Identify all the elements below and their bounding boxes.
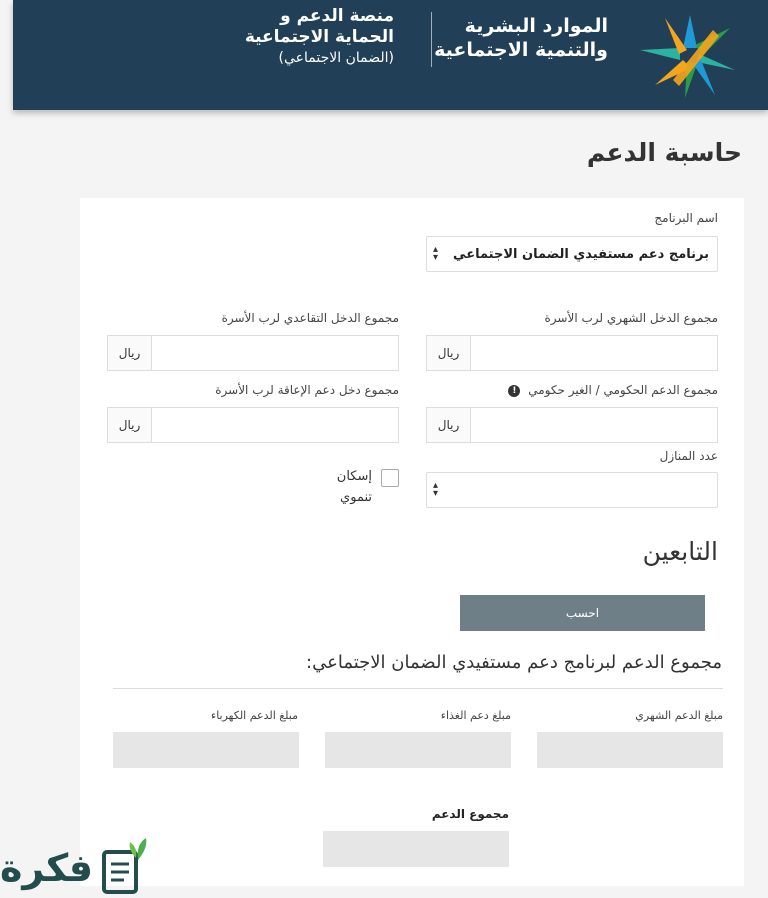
retirement-income-input[interactable] <box>152 336 398 370</box>
platform-name-line1: منصة الدعم و <box>280 6 394 26</box>
disability-income-field[interactable] <box>107 407 399 443</box>
houses-select[interactable] <box>426 472 718 508</box>
book-leaf-icon <box>100 838 150 896</box>
platform-name-line2: الحماية الاجتماعية <box>244 27 394 47</box>
select-arrows-icon: ▴ ▾ <box>433 244 439 263</box>
hrsd-name <box>434 14 608 62</box>
watermark-logo <box>0 836 160 898</box>
total-support-label: مجموع الدعم <box>431 807 509 821</box>
electricity-support-value <box>113 732 299 768</box>
currency-addon: ريال <box>427 408 471 442</box>
dev-housing-label-line1: إسكان <box>336 469 372 484</box>
select-arrows-icon: ▴ ▾ <box>433 480 439 499</box>
header-divider <box>431 12 432 67</box>
electricity-support-label: مبلغ الدعم الكهرباء <box>211 709 298 722</box>
platform-name-line3: (الضمان الاجتماعي) <box>278 50 394 66</box>
monthly-income-field[interactable] <box>426 335 718 371</box>
program-select-value: برنامج دعم مستفيدي الضمان الاجتماعي <box>453 247 709 262</box>
monthly-support-value <box>537 732 723 768</box>
food-support-value <box>325 732 511 768</box>
gov-support-label-row <box>508 383 718 397</box>
currency-addon: ريال <box>108 336 152 370</box>
dependents-title: التابعين <box>642 537 718 566</box>
program-select[interactable] <box>426 236 718 272</box>
total-support-value <box>323 831 509 867</box>
platform-name <box>245 6 394 69</box>
results-title: مجموع الدعم لبرنامج دعم مستفيدي الضمان الاجتماعي: <box>306 652 722 673</box>
site-header <box>13 0 768 110</box>
info-icon[interactable]: ! <box>508 385 520 397</box>
dev-housing-label <box>330 466 372 508</box>
houses-label: عدد المنازل <box>659 449 718 463</box>
gov-support-input[interactable] <box>471 408 717 442</box>
monthly-income-label: مجموع الدخل الشهري لرب الأسرة <box>544 311 718 325</box>
disability-income-input[interactable] <box>152 408 398 442</box>
gov-support-field[interactable] <box>426 407 718 443</box>
page-title: حاسبة الدعم <box>586 138 742 167</box>
dev-housing-label-line2: تنموي <box>340 490 372 505</box>
currency-addon: ريال <box>427 336 471 370</box>
retirement-income-label: مجموع الدخل التقاعدي لرب الأسرة <box>221 311 399 325</box>
gov-support-label: مجموع الدعم الحكومي / الغير حكومي <box>528 383 718 397</box>
dev-housing-checkbox[interactable] <box>381 469 399 487</box>
hrsd-logo-icon <box>635 10 745 100</box>
retirement-income-field[interactable] <box>107 335 399 371</box>
program-label: اسم البرنامج <box>654 211 718 225</box>
currency-addon: ريال <box>108 408 152 442</box>
calculate-button[interactable]: احسب <box>460 595 705 631</box>
monthly-income-input[interactable] <box>471 336 717 370</box>
hrsd-name-line2: والتنمية الاجتماعية <box>434 39 608 61</box>
monthly-support-label: مبلغ الدعم الشهري <box>635 709 723 722</box>
food-support-label: مبلغ دعم الغذاء <box>440 709 511 722</box>
disability-income-label: مجموع دخل دعم الإعاقة لرب الأسرة <box>215 383 399 397</box>
hrsd-name-line1: الموارد البشرية <box>464 15 608 37</box>
watermark-text: فكرة <box>0 846 94 890</box>
results-divider <box>113 688 723 689</box>
